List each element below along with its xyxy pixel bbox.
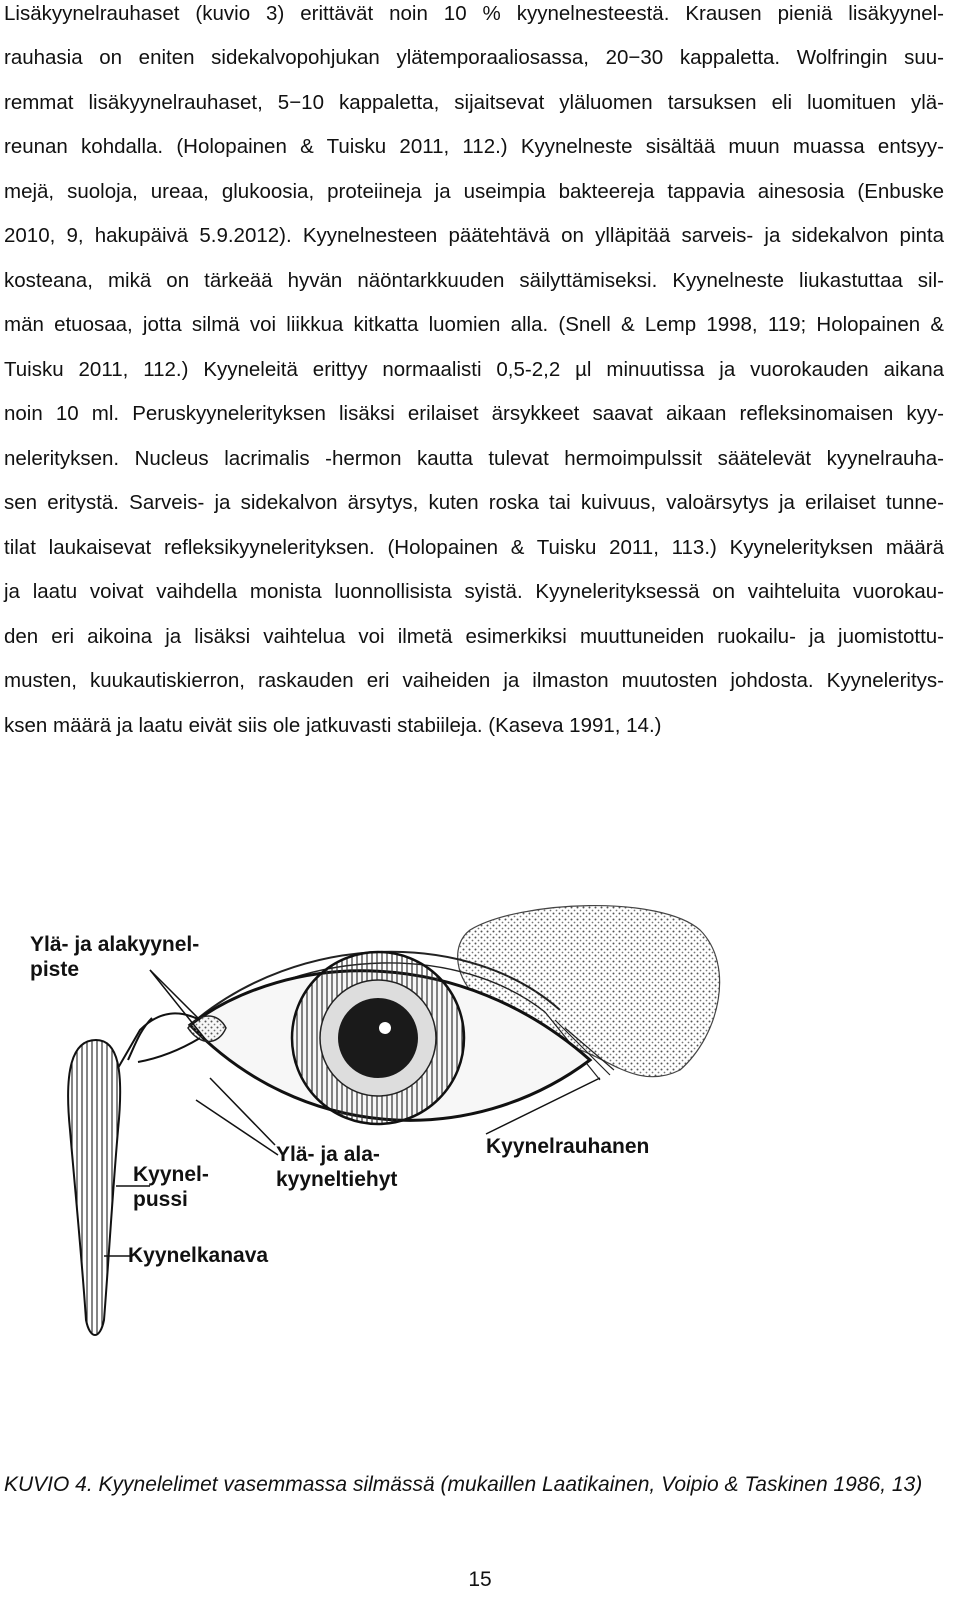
paragraph-line: musten, kuukautiskierron, raskauden eri vaiheiden ja ilmaston muutosten johdosta. Kyyneleritys- (4, 669, 944, 692)
page-number: 15 (468, 1568, 492, 1591)
paragraph-line: ja laatu voivat vaihdella monista luonnollisista syistä. Kyynelerityksessä on vaihteluita vuorokau- (4, 580, 944, 603)
label-lacrimal-sac (133, 1162, 209, 1212)
paragraph-line: tilat laukaisevat refleksikyynelerityksen. (Holopainen & Tuisku 2011, 113.) Kyynelerityksen määrä (4, 536, 944, 559)
paragraph-line: den eri aikoina ja lisäksi vaihtelua voi ilmetä esimerkiksi muuttuneiden ruokailu- ja juomistottu- (4, 625, 944, 648)
paragraph-line: reunan kohdalla. (Holopainen & Tuisku 2011, 112.) Kyynelneste sisältää muun muassa entsyy- (4, 135, 944, 158)
lacrimal-apparatus-figure (0, 900, 960, 1360)
label-punctum-line: Ylä- ja alakyynel- (30, 933, 200, 956)
paragraph-line: sen eritystä. Sarveis- ja sidekalvon ärsytys, kuten roska tai kuivuus, valoärsytys ja erilaiset tunne- (4, 491, 944, 514)
paragraph-line: nelerityksen. Nucleus lacrimalis -hermon kautta tulevat hermoimpulssit säätelevät kyynelrauha- (4, 447, 944, 470)
paragraph-line: kosteana, mikä on tärkeää hyvän näöntarkkuuden säilyttämiseksi. Kyynelneste liukastuttaa sil- (4, 269, 944, 292)
paragraph-line: mejä, suoloja, ureaa, glukoosia, proteiineja ja useimpia bakteereja tappavia ainesosia (Enbuske (4, 180, 944, 203)
label-sac-line: pussi (133, 1188, 188, 1211)
label-punctum (30, 932, 199, 982)
label-sac-line: Kyynel- (133, 1163, 209, 1186)
label-nasolacrimal-duct: Kyynelkanava (128, 1244, 269, 1267)
paragraph-line: ksen määrä ja laatu eivät siis ole jatkuvasti stabiileja. (Kaseva 1991, 14.) (4, 714, 662, 737)
label-canaliculi-line: kyyneltiehyt (276, 1168, 398, 1191)
paragraph-line: rauhasia on eniten sidekalvopohjukan ylätemporaaliosassa, 20−30 kappaletta. Wolfringin suu- (4, 46, 944, 69)
label-lacrimal-gland: Kyynelrauhanen (486, 1135, 650, 1158)
label-punctum-line: piste (30, 958, 80, 981)
paragraph-line: Lisäkyynelrauhaset (kuvio 3) erittävät noin 10 % kyynelnesteestä. Krausen pieniä lisäkyynel- (4, 2, 944, 25)
figure-caption: KUVIO 4. Kyynelelimet vasemmassa silmässä (mukaillen Laatikainen, Voipio & Taskinen 1986, 13) (4, 1473, 923, 1496)
paragraph-line: män etuosaa, jotta silmä voi liikkua kitkatta luomien alla. (Snell & Lemp 1998, 119; Holopainen & (4, 313, 944, 336)
label-canaliculi (276, 1142, 397, 1192)
lacrimal-canaliculi (118, 1013, 200, 1068)
lacrimal-punctum (188, 1016, 226, 1042)
paragraph-line: noin 10 ml. Peruskyynelerityksen lisäksi erilaiset ärsykkeet saavat aikaan refleksinomaisen kyy- (4, 402, 944, 425)
paragraph-line: remmat lisäkyynelrauhaset, 5−10 kappaletta, sijaitsevat yläluomen tarsuksen eli luomituen ylä- (4, 91, 944, 114)
lacrimal-sac-and-duct (68, 1040, 120, 1335)
paragraph-line: Tuisku 2011, 112.) Kyyneleitä erittyy normaalisti 0,5-2,2 µl minuutissa ja vuorokauden aikana (4, 358, 944, 381)
iris (292, 952, 464, 1124)
label-canaliculi-line: Ylä- ja ala- (276, 1143, 380, 1166)
paragraph-line: 2010, 9, hakupäivä 5.9.2012). Kyynelnesteen päätehtävä on ylläpitää sarveis- ja sidekalvon pinta (4, 224, 944, 247)
